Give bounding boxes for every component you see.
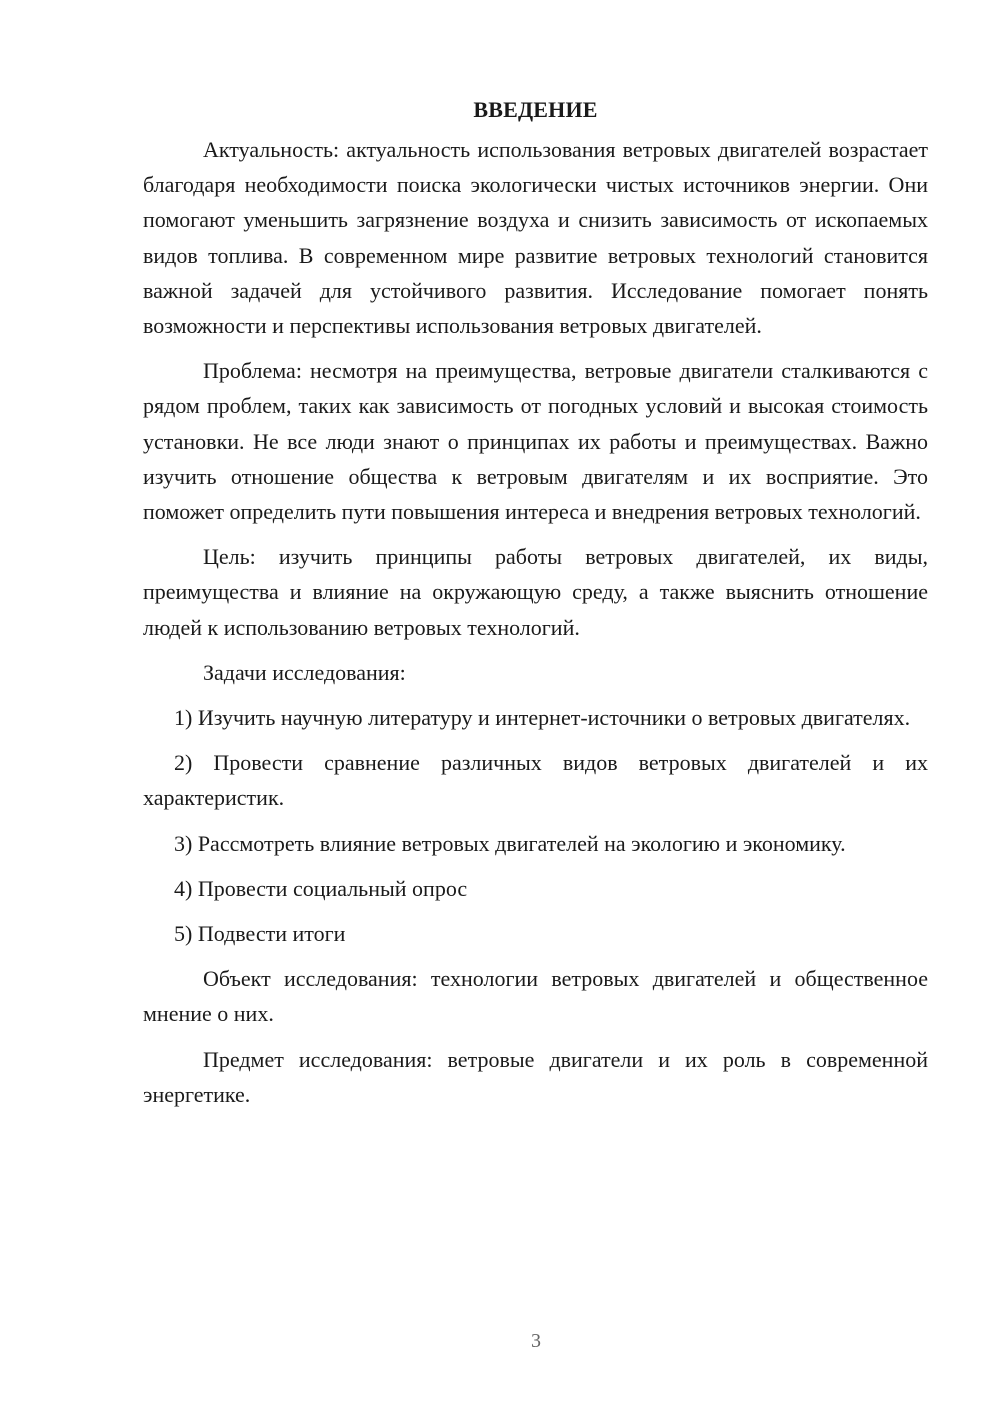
subject-paragraph: Предмет исследования: ветровые двигатели и их роль в современной энергетике. — [143, 1046, 928, 1107]
object-paragraph: Объект исследования: технологии ветровых двигателей и общественное мнение о них. — [143, 966, 928, 1027]
document-page — [143, 92, 928, 1112]
relevance-paragraph: Актуальность: актуальность использования ветровых двигателей возрастает благодаря необходимости поиска экологически чистых источников энергии. Они помогают уменьшить загрязнение воздуха и снизить зависимость от ископаемых видов топлива. В современном мире развитие ветровых технологий становится важной задачей для устойчивого развития. Исследование помогает понять возможности и перспективы использования ветровых двигателей. — [143, 137, 928, 339]
problem-paragraph: Проблема: несмотря на преимущества, ветровые двигатели сталкиваются с рядом проблем, таких как зависимость от погодных условий и высокая стоимость установки. Не все люди знают о принципах их работы и преимуществах. Важно изучить отношение общества к ветровым двигателям и их восприятие. Это поможет определить пути повышения интереса и внедрения ветровых технологий. — [143, 358, 928, 525]
task-item-3: 3) Рассмотреть влияние ветровых двигателей на экологию и экономику. — [174, 830, 846, 856]
section-title: ВВЕДЕНИЕ — [473, 97, 598, 122]
goal-paragraph: Цель: изучить принципы работы ветровых двигателей, их виды, преимущества и влияние на окружающую среду, а также выяснить отношение людей к использованию ветровых технологий. — [143, 544, 928, 640]
task-item-4: 4) Провести социальный опрос — [174, 875, 468, 901]
task-item-5: 5) Подвести итоги — [174, 921, 346, 947]
task-item-1: 1) Изучить научную литературу и интернет-источники о ветровых двигателях. — [174, 705, 911, 731]
task-item-2: 2) Провести сравнение различных видов ветровых двигателей и их характеристик. — [143, 750, 928, 811]
tasks-heading: Задачи исследования: — [203, 659, 406, 685]
page-number: 3 — [531, 1330, 541, 1352]
